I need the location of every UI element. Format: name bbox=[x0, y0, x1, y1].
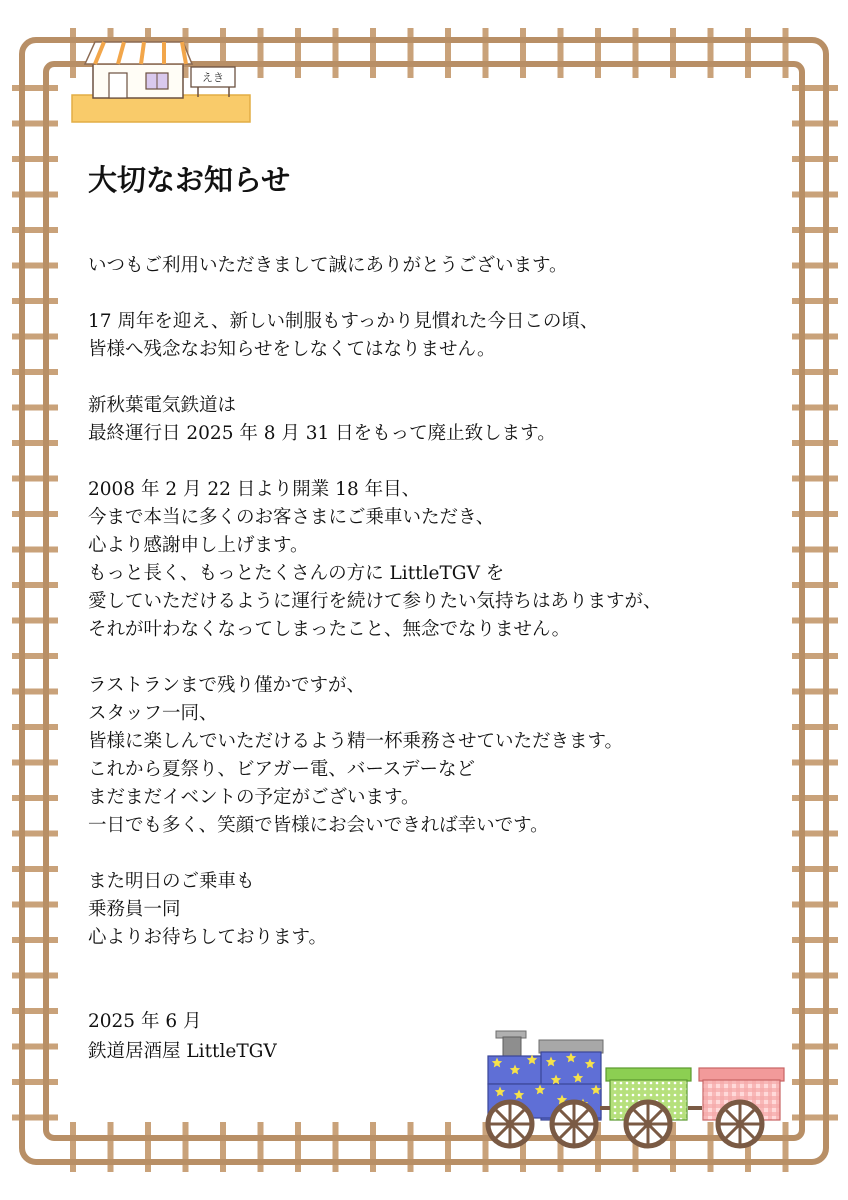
track-tie bbox=[12, 902, 58, 908]
track-tie bbox=[792, 85, 838, 91]
track-tie bbox=[70, 28, 76, 78]
track-tie bbox=[792, 334, 838, 340]
track-tie bbox=[12, 689, 58, 695]
track-tie bbox=[633, 28, 639, 78]
notice-line: まだまだイベントの予定がございます。 bbox=[88, 787, 420, 808]
track-tie bbox=[792, 511, 838, 517]
track-tie bbox=[12, 85, 58, 91]
notice-line: 最終運行日 2025 年 8 月 31 日をもって廃止致します。 bbox=[88, 423, 556, 444]
track-tie bbox=[12, 653, 58, 659]
track-tie bbox=[792, 618, 838, 624]
track-tie bbox=[12, 121, 58, 127]
notice-paragraph bbox=[88, 252, 788, 280]
track-tie bbox=[558, 28, 564, 78]
track-tie bbox=[12, 1079, 58, 1085]
track-tie bbox=[792, 476, 838, 482]
wheel-icon bbox=[626, 1102, 670, 1146]
track-tie bbox=[792, 724, 838, 730]
track-tie bbox=[595, 28, 601, 78]
notice-title: 大切なお知らせ bbox=[88, 163, 291, 197]
track-tie bbox=[792, 369, 838, 375]
notice-line: スタッフ一同、 bbox=[88, 703, 218, 724]
track-tie bbox=[12, 618, 58, 624]
notice-line: これから夏祭り、ビアガー電、バースデーなど bbox=[88, 759, 476, 780]
wheel-icon bbox=[718, 1102, 762, 1146]
notice-line: 乗務員一同 bbox=[88, 899, 181, 920]
track-tie bbox=[12, 547, 58, 553]
track-tie bbox=[792, 937, 838, 943]
track-tie bbox=[12, 724, 58, 730]
track-tie bbox=[792, 192, 838, 198]
notice-line: ラストランまで残り僅かですが、 bbox=[88, 675, 365, 696]
track-tie bbox=[12, 831, 58, 837]
track-tie bbox=[792, 1008, 838, 1014]
track-tie bbox=[792, 760, 838, 766]
track-tie bbox=[258, 28, 264, 78]
track-tie bbox=[792, 831, 838, 837]
track-tie bbox=[445, 28, 451, 78]
track-tie bbox=[792, 156, 838, 162]
track-tie bbox=[792, 653, 838, 659]
track-tie bbox=[12, 511, 58, 517]
notice-line: 2008 年 2 月 22 日より開業 18 年目、 bbox=[88, 479, 421, 500]
notice-line: 皆様へ残念なお知らせをしなくてはなりません。 bbox=[88, 339, 496, 360]
track-tie bbox=[12, 1115, 58, 1121]
track-tie bbox=[408, 28, 414, 78]
station-sign-label: えき bbox=[202, 71, 224, 84]
wheel-icon bbox=[552, 1102, 596, 1146]
track-tie bbox=[12, 405, 58, 411]
notice-line: 新秋葉電気鉄道は bbox=[88, 395, 237, 416]
track-tie bbox=[792, 547, 838, 553]
track-tie bbox=[792, 263, 838, 269]
notice-paragraph bbox=[88, 672, 788, 840]
track-tie bbox=[792, 405, 838, 411]
notice-line: 皆様に楽しんでいただけるよう精一杯乗務させていただきます。 bbox=[88, 731, 624, 752]
notice-line: 17 周年を迎え、新しい制服もすっかり見慣れた今日この頃、 bbox=[88, 311, 599, 332]
track-tie bbox=[792, 298, 838, 304]
track-tie bbox=[12, 192, 58, 198]
notice-line: 心より感謝申し上げます。 bbox=[88, 535, 309, 556]
notice-line: 心よりお待ちしております。 bbox=[88, 927, 328, 948]
track-tie bbox=[708, 28, 714, 78]
track-tie bbox=[792, 1044, 838, 1050]
notice-body bbox=[88, 252, 788, 980]
track-tie bbox=[792, 582, 838, 588]
notice-paragraph bbox=[88, 308, 788, 364]
track-tie bbox=[12, 866, 58, 872]
track-tie bbox=[792, 973, 838, 979]
track-tie bbox=[12, 227, 58, 233]
track-tie bbox=[12, 760, 58, 766]
track-tie bbox=[792, 689, 838, 695]
notice-line: それが叶わなくなってしまったこと、無念でなりません。 bbox=[88, 619, 571, 640]
track-tie bbox=[792, 902, 838, 908]
notice-date: 2025 年 6 月 bbox=[88, 1011, 202, 1032]
track-tie bbox=[792, 121, 838, 127]
track-tie bbox=[792, 1079, 838, 1085]
track-tie bbox=[745, 28, 751, 78]
track-tie bbox=[12, 937, 58, 943]
track-tie bbox=[670, 28, 676, 78]
track-tie bbox=[12, 440, 58, 446]
notice-line: また明日のご乗車も bbox=[88, 871, 255, 892]
notice-line: 今まで本当に多くのお客さまにご乗車いただき、 bbox=[88, 507, 495, 528]
track-tie bbox=[12, 298, 58, 304]
track-tie bbox=[12, 1008, 58, 1014]
track-tie bbox=[792, 866, 838, 872]
track-tie bbox=[12, 476, 58, 482]
track-tie bbox=[12, 263, 58, 269]
track-tie bbox=[792, 1115, 838, 1121]
track-tie bbox=[483, 28, 489, 78]
track-tie bbox=[783, 28, 789, 78]
notice-paragraph bbox=[88, 868, 788, 952]
track-tie bbox=[12, 156, 58, 162]
notice-paragraph bbox=[88, 392, 788, 448]
notice-line: いつもご利用いただきまして誠にありがとうございます。 bbox=[88, 255, 568, 276]
notice-line: もっと長く、もっとたくさんの方に LittleTGV を bbox=[88, 563, 505, 584]
toy-train-icon bbox=[488, 1031, 784, 1146]
track-tie bbox=[295, 28, 301, 78]
track-tie bbox=[12, 582, 58, 588]
track-tie bbox=[792, 440, 838, 446]
track-tie bbox=[370, 28, 376, 78]
track-tie bbox=[12, 369, 58, 375]
track-tie bbox=[520, 28, 526, 78]
track-tie bbox=[12, 795, 58, 801]
notice-paragraph bbox=[88, 476, 788, 644]
track-tie bbox=[333, 28, 339, 78]
notice-line: 愛していただけるように運行を続けて参りたい気持ちはありますが、 bbox=[88, 591, 662, 612]
wheel-icon bbox=[488, 1102, 532, 1146]
track-tie bbox=[792, 795, 838, 801]
track-tie bbox=[792, 227, 838, 233]
signature-block bbox=[88, 1007, 277, 1067]
track-tie bbox=[12, 334, 58, 340]
notice-line: 一日でも多く、笑顔で皆様にお会いできれば幸いです。 bbox=[88, 815, 549, 836]
notice-sender: 鉄道居酒屋 LittleTGV bbox=[88, 1041, 277, 1062]
track-tie bbox=[12, 973, 58, 979]
track-tie bbox=[12, 1044, 58, 1050]
